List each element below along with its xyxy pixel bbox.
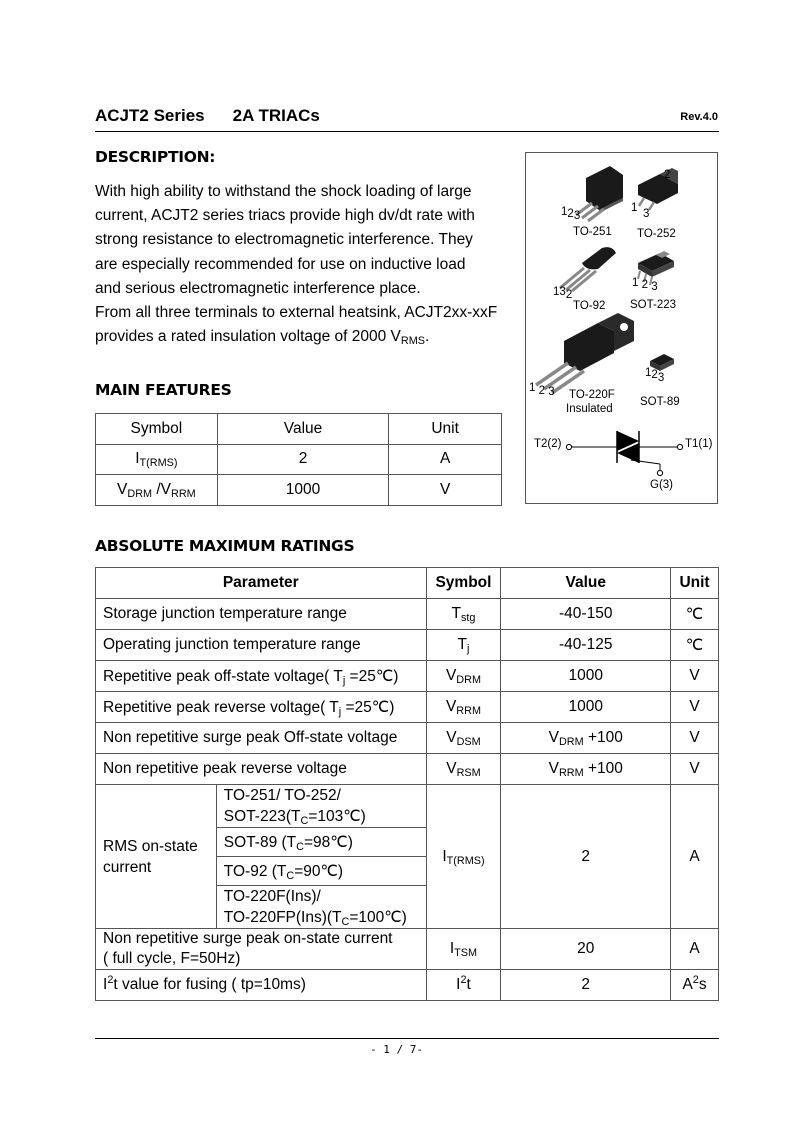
value-cell: 1000 [501,692,671,723]
description-text [95,180,515,349]
product-name: 2A TRIACs [232,106,320,125]
symbol-cell: $V_{RSM}$ [426,754,501,785]
table-row [96,785,719,828]
header-cell: Value [501,568,671,599]
value-cell: 1000 [501,661,671,692]
value-cell: 20 [501,929,671,970]
symbol-cell: $V_{DRM}$ [426,661,501,692]
main-features-table [95,413,502,506]
parameter-cell: $I^2t$ value for fusing ( tp=10ms) [96,970,427,1001]
value-cell: 1000 [217,475,389,506]
value-cell: $V_{DRM} +100$ [501,723,671,754]
unit-cell: V [671,661,719,692]
table-row [96,475,502,506]
document-title [95,106,320,126]
description-line: With high ability to withstand the shock loading of large [95,183,472,200]
series-name: ACJT2 Series [95,106,205,125]
unit-cell: $A^2s$ [671,970,719,1001]
to92-package-icon [560,247,616,291]
unit-cell: A [671,785,719,929]
table-row [96,754,719,785]
package-drawings [526,153,719,505]
gate-terminal-label: G(3) [650,479,673,491]
header-cell: Symbol [426,568,501,599]
triac-symbol [566,431,682,476]
to220f-package-icon [536,313,634,393]
table-header-row [96,568,719,599]
symbol-cell: $I_{T(RMS)}$ [96,444,218,475]
sot89-pins: 123 [645,367,665,384]
table-row [96,723,719,754]
to251-label: TO-251 [573,226,612,238]
description-heading: DESCRIPTION: [95,148,216,166]
parameter-cell: Non repetitive peak reverse voltage [96,754,427,785]
absolute-maximum-ratings-table [95,567,719,1001]
table-row [96,692,719,723]
package-condition-cell: TO-220F(Ins)/ $TO-220FP(Ins)(T_C=100℃)$ [216,886,426,929]
parameter-cell: Non repetitive surge peak on-state current ( full cycle, F=50Hz) [96,929,427,970]
to252-pin3: 3 [643,208,650,220]
description-line: and serious electromagnetic interference place. [95,279,421,297]
table-row [96,970,719,1001]
to220f-pins: 1 2 3 [529,382,555,398]
to251-package-icon [576,166,623,221]
value-cell: -40-125 [501,630,671,661]
t1-terminal-label: T1(1) [685,438,713,450]
parameter-cell: Storage junction temperature range [96,599,427,630]
unit-cell: V [389,475,502,506]
sot89-label: SOT-89 [640,396,680,408]
parameter-cell: Repetitive peak reverse voltage( $T_j$ =25℃) [96,692,427,723]
description-line: From all three terminals to external heatsink, ACJT2xx-xxF [95,304,498,322]
header-cell: Symbol [96,414,218,445]
main-features-heading: MAIN FEATURES [95,381,232,399]
to252-label: TO-252 [637,228,676,240]
revision-label: Rev.4.0 [680,111,718,123]
value-cell: 2 [217,444,389,475]
description-line: strong resistance to electromagnetic interference. They [95,231,473,249]
ratings-heading: ABSOLUTE MAXIMUM RATINGS [95,537,355,555]
symbol-cell: $T_j$ [426,630,501,661]
unit-cell: V [671,692,719,723]
symbol-cell: $I_{TSM}$ [426,929,501,970]
to92-pins: 132 [553,286,573,301]
to220f-label: TO-220F [569,389,615,401]
symbol-cell: $I_{T(RMS)}$ [426,785,501,929]
symbol-cell: $V_{RRM}$ [426,692,501,723]
package-condition-cell: SOT-89 $(T_C=98℃)$ [216,828,426,857]
value-cell: 2 [501,970,671,1001]
table-row [96,599,719,630]
value-cell: $V_{RRM} +100$ [501,754,671,785]
symbol-cell: $V_{DSM}$ [426,723,501,754]
to92-label: TO-92 [573,300,606,312]
unit-cell: V [671,723,719,754]
unit-cell: A [671,929,719,970]
to252-package-icon [638,168,678,210]
rms-current-label-cell: RMS on-state current [96,785,217,929]
to251-pins: 123 [561,206,581,222]
symbol-cell: $T_{stg}$ [426,599,501,630]
parameter-cell: Operating junction temperature range [96,630,427,661]
package-outline-box [525,152,718,504]
to252-pin2: 2 [664,169,671,181]
header-cell: Unit [389,414,502,445]
package-condition-cell: TO-251/ TO-252/ SOT-$223(T_C=103℃)$ [216,785,426,828]
unit-cell: A [389,444,502,475]
parameter-cell: Repetitive peak off-state voltage( $T_j$ =25℃) [96,661,427,692]
sot223-pins: 1 2 3 [632,277,658,293]
page-number: - 1 / 7- [370,1043,423,1056]
header-cell: Unit [671,568,719,599]
table-row [96,444,502,475]
header-divider [95,131,719,132]
table-row [96,929,719,970]
description-line: are especially recommended for use on inductive load [95,255,466,273]
description-line: provides a rated insulation voltage of 2000 $V_{RMS}$. [95,328,430,348]
description-line: current, ACJT2 series triacs provide high dv/dt rate with [95,207,475,225]
to220f-insulated-label: Insulated [566,403,613,415]
footer-divider [95,1038,719,1039]
parameter-cell: Non repetitive surge peak Off-state voltage [96,723,427,754]
header-cell: Parameter [96,568,427,599]
sot223-label: SOT-223 [630,299,677,311]
symbol-cell: $I^2t$ [426,970,501,1001]
unit-cell: ℃ [671,630,719,661]
to252-pin1: 1 [631,202,638,214]
value-cell: 2 [501,785,671,929]
table-row [96,661,719,692]
unit-cell: ℃ [671,599,719,630]
symbol-cell: $V_{DRM}$ $/V_{RRM}$ [96,475,218,506]
header-cell: Value [217,414,389,445]
value-cell: -40-150 [501,599,671,630]
t2-terminal-label: T2(2) [534,438,562,450]
package-condition-cell: TO-92 $(T_C=90℃)$ [216,857,426,886]
unit-cell: V [671,754,719,785]
table-row [96,630,719,661]
table-header-row [96,414,502,445]
